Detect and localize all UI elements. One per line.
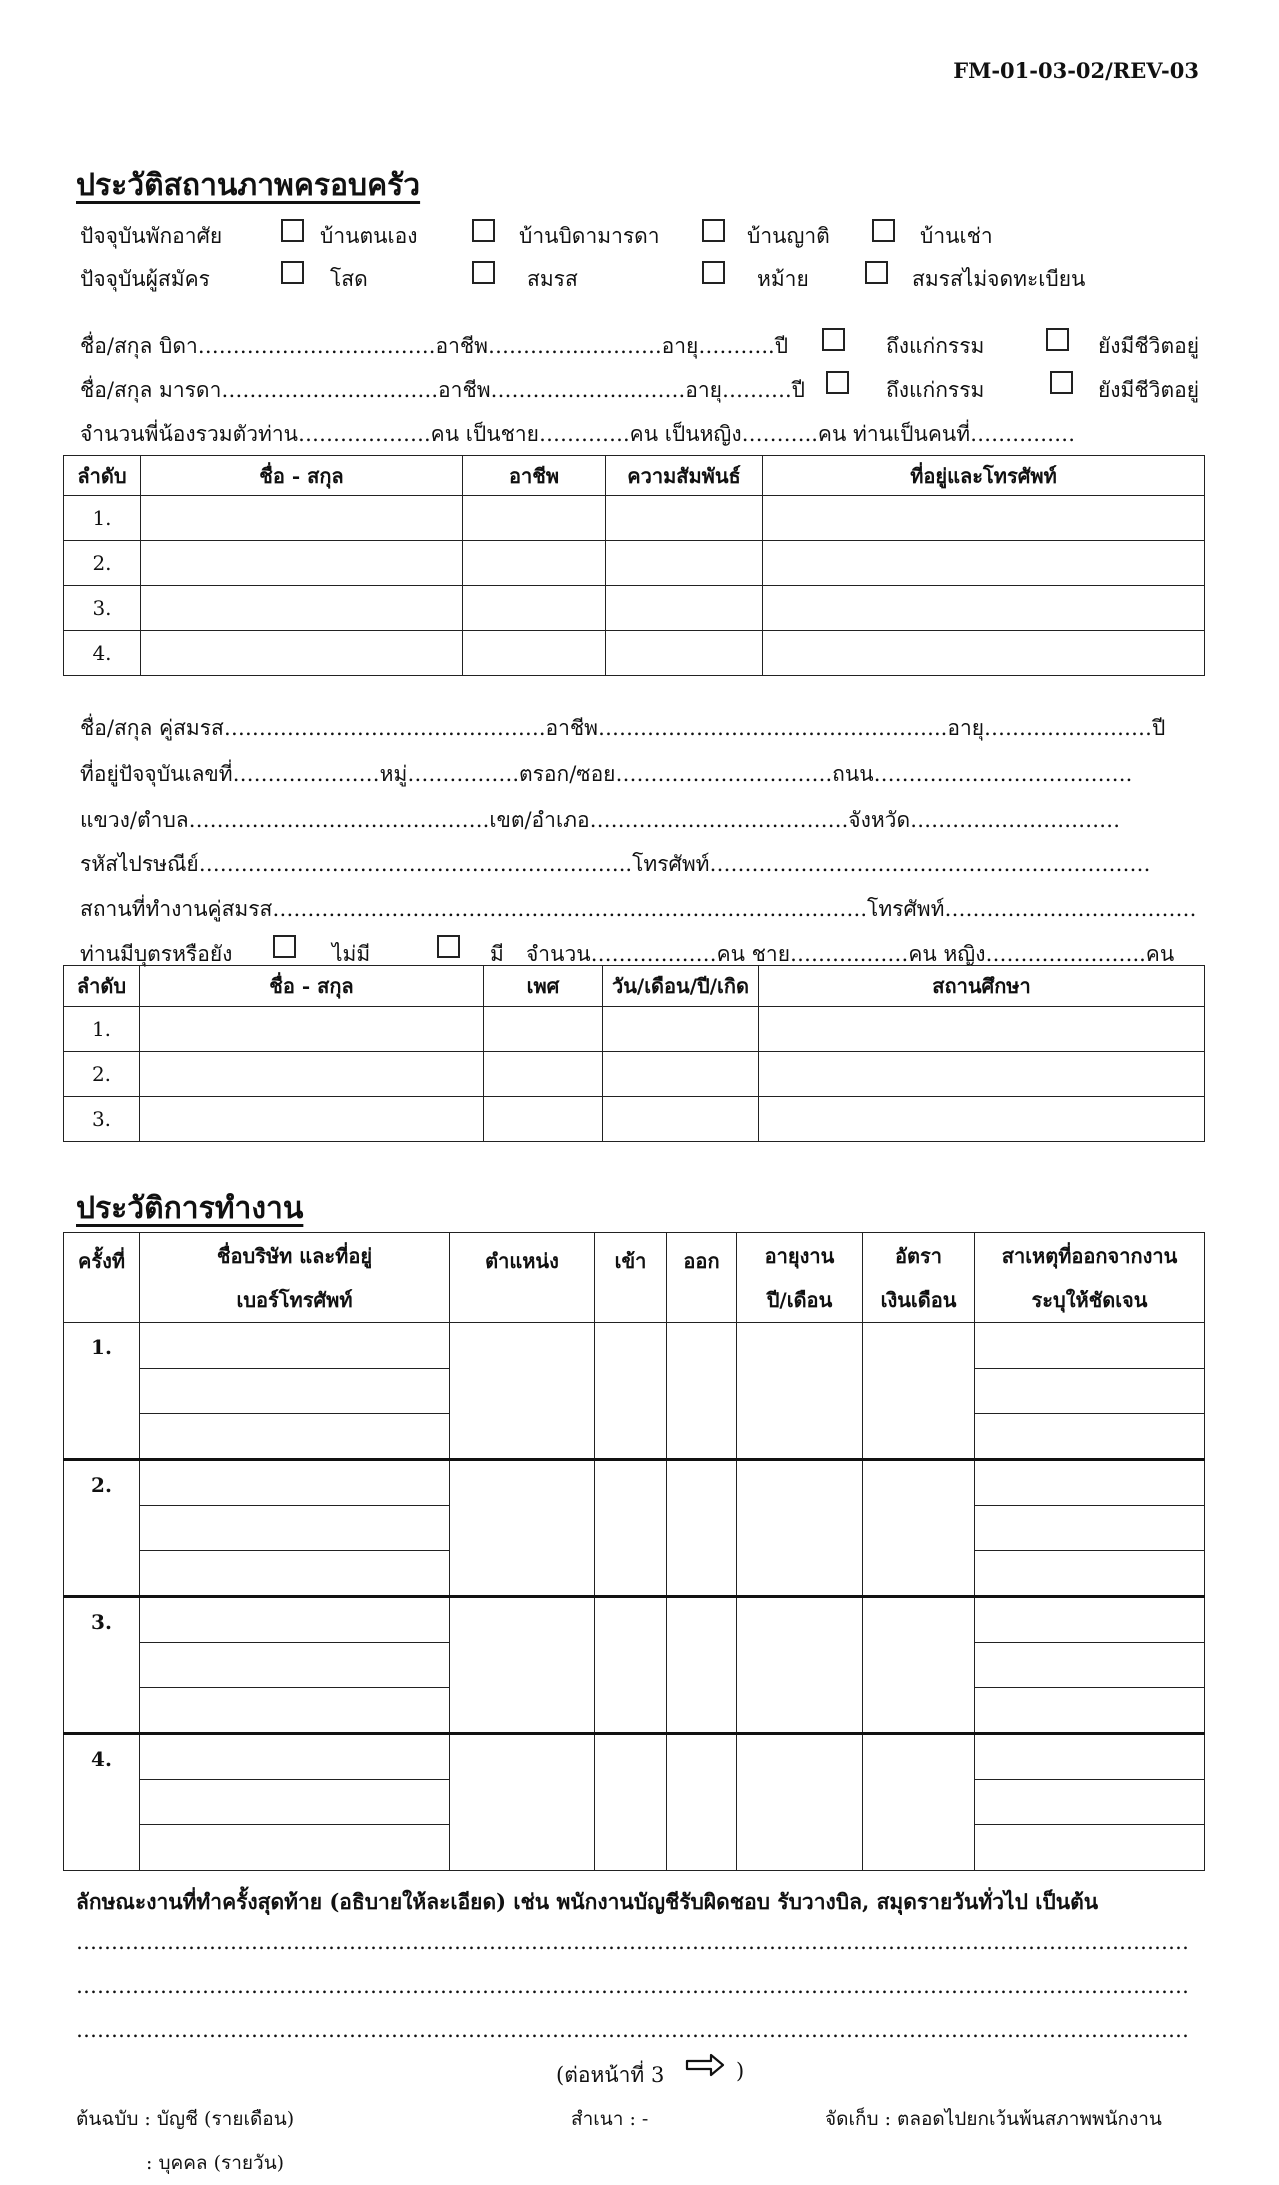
table-cell[interactable] (737, 1323, 863, 1460)
residence-own-label: บ้านตนเอง (320, 224, 418, 248)
mother-alive-checkbox[interactable] (1050, 371, 1073, 394)
table-cell[interactable] (603, 1097, 759, 1142)
table-cell[interactable] (140, 1007, 484, 1052)
spouse-line-4: รหัสไปรษณีย์……………………………………………………..โทรศัพท์……………………………………………………… (80, 852, 1151, 876)
table-row (64, 496, 1205, 541)
father-line: ชื่อ/สกุล บิดา…………………………….อาชีพ…………...……….อายุ………..ปี (80, 334, 789, 358)
marital-widowed-label: หม้าย (757, 267, 809, 291)
table-cell[interactable] (975, 1460, 1205, 1506)
col-tenure-label-1: อายุงาน (764, 1243, 835, 1268)
table-row (64, 586, 1205, 631)
table-cell[interactable] (141, 541, 463, 586)
table-cell[interactable] (737, 1460, 863, 1597)
residence-parents-checkbox[interactable] (472, 219, 495, 242)
row-number: 1. (64, 1007, 140, 1052)
table-cell[interactable] (140, 1734, 450, 1780)
table-cell[interactable] (484, 1052, 603, 1097)
table-cell[interactable] (141, 496, 463, 541)
work-entry-number: 3. (64, 1597, 140, 1734)
table-cell[interactable] (763, 541, 1205, 586)
work-entry-row (64, 1597, 1205, 1643)
father-deceased-label: ถึงแก่กรรม (886, 334, 985, 358)
continue-label: (ต่อหน้าที่ 3 (556, 2063, 665, 2087)
table-cell[interactable] (463, 496, 606, 541)
row-number: 3. (64, 586, 141, 631)
col-reason (975, 1233, 1205, 1323)
table-cell[interactable] (484, 1007, 603, 1052)
table-cell[interactable] (463, 586, 606, 631)
children-header-row (64, 966, 1205, 1007)
mother-alive-label: ยังมีชีวิตอยู่ (1098, 378, 1200, 402)
continue-close: ) (736, 2059, 745, 2083)
col-birthdate: วัน/เดือน/ปี/เกิด (603, 966, 759, 1007)
table-row (64, 631, 1205, 676)
table-cell[interactable] (463, 631, 606, 676)
mother-deceased-checkbox[interactable] (826, 371, 849, 394)
table-cell[interactable] (606, 631, 763, 676)
table-cell[interactable] (140, 1825, 450, 1871)
table-cell[interactable] (759, 1007, 1205, 1052)
table-cell[interactable] (863, 1597, 975, 1734)
table-row (64, 1052, 1205, 1097)
table-cell[interactable] (606, 586, 763, 631)
col-company (140, 1233, 450, 1323)
table-row (64, 1007, 1205, 1052)
children-no-checkbox[interactable] (273, 935, 296, 958)
col-company-label-1: ชื่อบริษัท และที่อยู่ (216, 1243, 373, 1268)
row-number: 1. (64, 496, 141, 541)
table-cell[interactable] (763, 586, 1205, 631)
table-cell[interactable] (975, 1780, 1205, 1825)
table-cell[interactable] (140, 1643, 450, 1688)
table-cell[interactable] (975, 1369, 1205, 1414)
marital-unregistered-checkbox[interactable] (865, 261, 888, 284)
col-tenure-label-2: ปี/เดือน (766, 1287, 833, 1312)
col-address-phone: ที่อยู่และโทรศัพท์ (763, 456, 1205, 496)
residence-rent-label: บ้านเช่า (920, 224, 993, 248)
table-row (64, 541, 1205, 586)
table-cell[interactable] (863, 1323, 975, 1460)
table-cell[interactable] (141, 586, 463, 631)
description-line-1[interactable]: …………………………………………………………………………………………………………………………………………… (76, 1930, 1189, 1954)
table-cell[interactable] (737, 1597, 863, 1734)
table-cell[interactable] (763, 496, 1205, 541)
father-deceased-checkbox[interactable] (822, 328, 845, 351)
children-yes-label: มี (490, 942, 504, 966)
table-cell[interactable] (737, 1734, 863, 1871)
col-start (595, 1233, 667, 1323)
table-cell[interactable] (450, 1597, 595, 1734)
col-end (667, 1233, 737, 1323)
marital-married-checkbox[interactable] (472, 261, 495, 284)
table-cell[interactable] (595, 1460, 667, 1597)
siblings-table (63, 455, 1205, 676)
spouse-line-2: ที่อยู่ปัจจุบันเลขที่…………………หมู่…………….ตรอก/ซอย………………………….ถนน………………………………. (80, 762, 1133, 786)
col-relationship: ความสัมพันธ์ (606, 456, 763, 496)
work-entry-number: 1. (64, 1323, 140, 1460)
marital-single-checkbox[interactable] (281, 261, 304, 284)
table-cell[interactable] (975, 1414, 1205, 1460)
table-cell[interactable] (975, 1688, 1205, 1734)
table-cell[interactable] (595, 1597, 667, 1734)
last-job-description-label: ลักษณะงานที่ทำครั้งสุดท้าย (อธิบายให้ละเอียด) เช่น พนักงานบัญชีรับผิดชอบ รับวางบิล, สมุดรายวันทั่วไป เป็นต้น (76, 1889, 1099, 1914)
children-no-label: ไม่มี (332, 942, 371, 966)
table-cell[interactable] (450, 1734, 595, 1871)
col-occupation: อาชีพ (463, 456, 606, 496)
table-cell[interactable] (863, 1734, 975, 1871)
original-distribution-2: : บุคคล (รายวัน) (146, 2152, 285, 2174)
col-reason-label-2: ระบุให้ชัดเจน (1031, 1287, 1148, 1312)
residence-relative-label: บ้านญาติ (747, 224, 830, 248)
table-cell[interactable] (140, 1551, 450, 1597)
residence-parents-label: บ้านบิดามารดา (519, 224, 660, 248)
table-row (64, 1097, 1205, 1142)
table-cell[interactable] (140, 1506, 450, 1551)
row-number: 3. (64, 1097, 140, 1142)
col-salary (863, 1233, 975, 1323)
table-cell[interactable] (140, 1097, 484, 1142)
table-cell[interactable] (140, 1414, 450, 1460)
col-school: สถานศึกษา (759, 966, 1205, 1007)
table-cell[interactable] (484, 1097, 603, 1142)
marital-unregistered-label: สมรสไม่จดทะเบียน (912, 267, 1086, 291)
table-cell[interactable] (450, 1323, 595, 1460)
table-cell[interactable] (975, 1643, 1205, 1688)
table-cell[interactable] (667, 1597, 737, 1734)
work-entry-row (64, 1323, 1205, 1369)
col-start-label: เข้า (614, 1249, 647, 1273)
table-cell[interactable] (140, 1460, 450, 1506)
form-code: FM-01-03-02/REV-03 (953, 58, 1199, 83)
arrow-right-icon (685, 2052, 725, 2078)
col-entry-no-label: ครั้งที่ (77, 1249, 126, 1273)
table-cell[interactable] (667, 1323, 737, 1460)
table-cell[interactable] (606, 541, 763, 586)
marital-single-label: โสด (330, 267, 368, 291)
col-reason-label-1: สาเหตุที่ออกจากงาน (1001, 1243, 1178, 1268)
table-cell[interactable] (140, 1780, 450, 1825)
table-cell[interactable] (975, 1506, 1205, 1551)
col-entry-no (64, 1233, 140, 1323)
table-cell[interactable] (975, 1323, 1205, 1369)
table-cell[interactable] (667, 1460, 737, 1597)
table-cell[interactable] (140, 1597, 450, 1643)
col-company-label-2: เบอร์โทรศัพท์ (236, 1287, 353, 1312)
table-cell[interactable] (975, 1734, 1205, 1780)
col-tenure (737, 1233, 863, 1323)
work-history-table (63, 1232, 1205, 1871)
spouse-line-1: ชื่อ/สกุล คู่สมรส……………………………………….อาชีพ…………………………………………..อายุ……………………ปี (80, 716, 1166, 740)
work-entry-number: 2. (64, 1460, 140, 1597)
copy-distribution: สำเนา : - (571, 2108, 649, 2130)
siblings-header-row (64, 456, 1205, 496)
original-distribution: ต้นฉบับ : บัญชี (รายเดือน) (76, 2108, 295, 2130)
work-entry-number: 4. (64, 1734, 140, 1871)
col-position (450, 1233, 595, 1323)
table-cell[interactable] (759, 1052, 1205, 1097)
residence-own-checkbox[interactable] (281, 219, 304, 242)
work-entry-row (64, 1734, 1205, 1780)
table-cell[interactable] (975, 1551, 1205, 1597)
col-order: ลำดับ (64, 456, 141, 496)
residence-rent-checkbox[interactable] (872, 219, 895, 242)
description-line-3[interactable]: …………………………………………………………………………………………………………………………………………… (76, 2018, 1189, 2042)
row-number: 2. (64, 541, 141, 586)
table-cell[interactable] (763, 631, 1205, 676)
mother-deceased-label: ถึงแก่กรรม (886, 378, 985, 402)
marital-married-label: สมรส (527, 267, 578, 291)
col-salary-label-1: อัตรา (895, 1243, 942, 1268)
table-cell[interactable] (463, 541, 606, 586)
table-cell[interactable] (975, 1597, 1205, 1643)
table-cell[interactable] (863, 1460, 975, 1597)
mother-line: ชื่อ/สกุล มารดา………………………….อาชีพ………………...…….อายุ……….ปี (80, 378, 805, 402)
siblings-line: จำนวนพี่น้องรวมตัวท่าน……………….คน เป็นชาย………….คน เป็นหญิง………..คน ท่านเป็นคนที่…………… (80, 422, 1076, 446)
table-cell[interactable] (140, 1323, 450, 1369)
table-cell[interactable] (667, 1734, 737, 1871)
table-cell[interactable] (140, 1052, 484, 1097)
col-name: ชื่อ - สกุล (141, 456, 463, 496)
spouse-line-3: แขวง/ตำบล…………………………………….เขต/อำเภอ……………………………….จังหวัด………………………… (80, 808, 1121, 832)
col-position-label: ตำแหน่ง (485, 1249, 559, 1273)
col-name: ชื่อ - สกุล (140, 966, 484, 1007)
row-number: 2. (64, 1052, 140, 1097)
table-cell[interactable] (975, 1825, 1205, 1871)
marital-widowed-checkbox[interactable] (702, 261, 725, 284)
table-cell[interactable] (606, 496, 763, 541)
table-cell[interactable] (140, 1369, 450, 1414)
retention-note: จัดเก็บ : ตลอดไปยกเว้นพ้นสภาพพนักงาน (825, 2108, 1162, 2130)
residence-relative-checkbox[interactable] (702, 219, 725, 242)
col-end-label: ออก (683, 1249, 720, 1273)
work-section-title: ประวัติการทำงาน (76, 1191, 304, 1226)
father-alive-checkbox[interactable] (1046, 328, 1069, 351)
table-cell[interactable] (603, 1052, 759, 1097)
row-number: 4. (64, 631, 141, 676)
table-cell[interactable] (595, 1734, 667, 1871)
father-alive-label: ยังมีชีวิตอยู่ (1098, 334, 1200, 358)
marital-label: ปัจจุบันผู้สมัคร (80, 267, 210, 291)
col-order: ลำดับ (64, 966, 140, 1007)
children-label: ท่านมีบุตรหรือยัง (80, 942, 233, 966)
children-count-line: จำนวน………………คน ชาย………..……คน หญิง…………………..คน (526, 942, 1175, 966)
table-cell[interactable] (759, 1097, 1205, 1142)
table-cell[interactable] (141, 631, 463, 676)
children-table (63, 965, 1205, 1142)
table-cell[interactable] (595, 1323, 667, 1460)
work-header-row (64, 1233, 1205, 1323)
work-entry-row (64, 1460, 1205, 1506)
spouse-line-5: สถานที่ทำงานคู่สมรส………………………………………………………………………….โทรศัพท์……………………………… (80, 897, 1197, 921)
table-cell[interactable] (140, 1688, 450, 1734)
table-cell[interactable] (603, 1007, 759, 1052)
col-gender: เพศ (484, 966, 603, 1007)
table-cell[interactable] (450, 1460, 595, 1597)
residence-label: ปัจจุบันพักอาศัย (80, 224, 223, 248)
family-section-title: ประวัติสถานภาพครอบครัว (76, 168, 421, 203)
description-line-2[interactable]: …………………………………………………………………………………………………………………………………………… (76, 1974, 1189, 1998)
children-yes-checkbox[interactable] (437, 935, 460, 958)
col-salary-label-2: เงินเดือน (880, 1287, 957, 1312)
